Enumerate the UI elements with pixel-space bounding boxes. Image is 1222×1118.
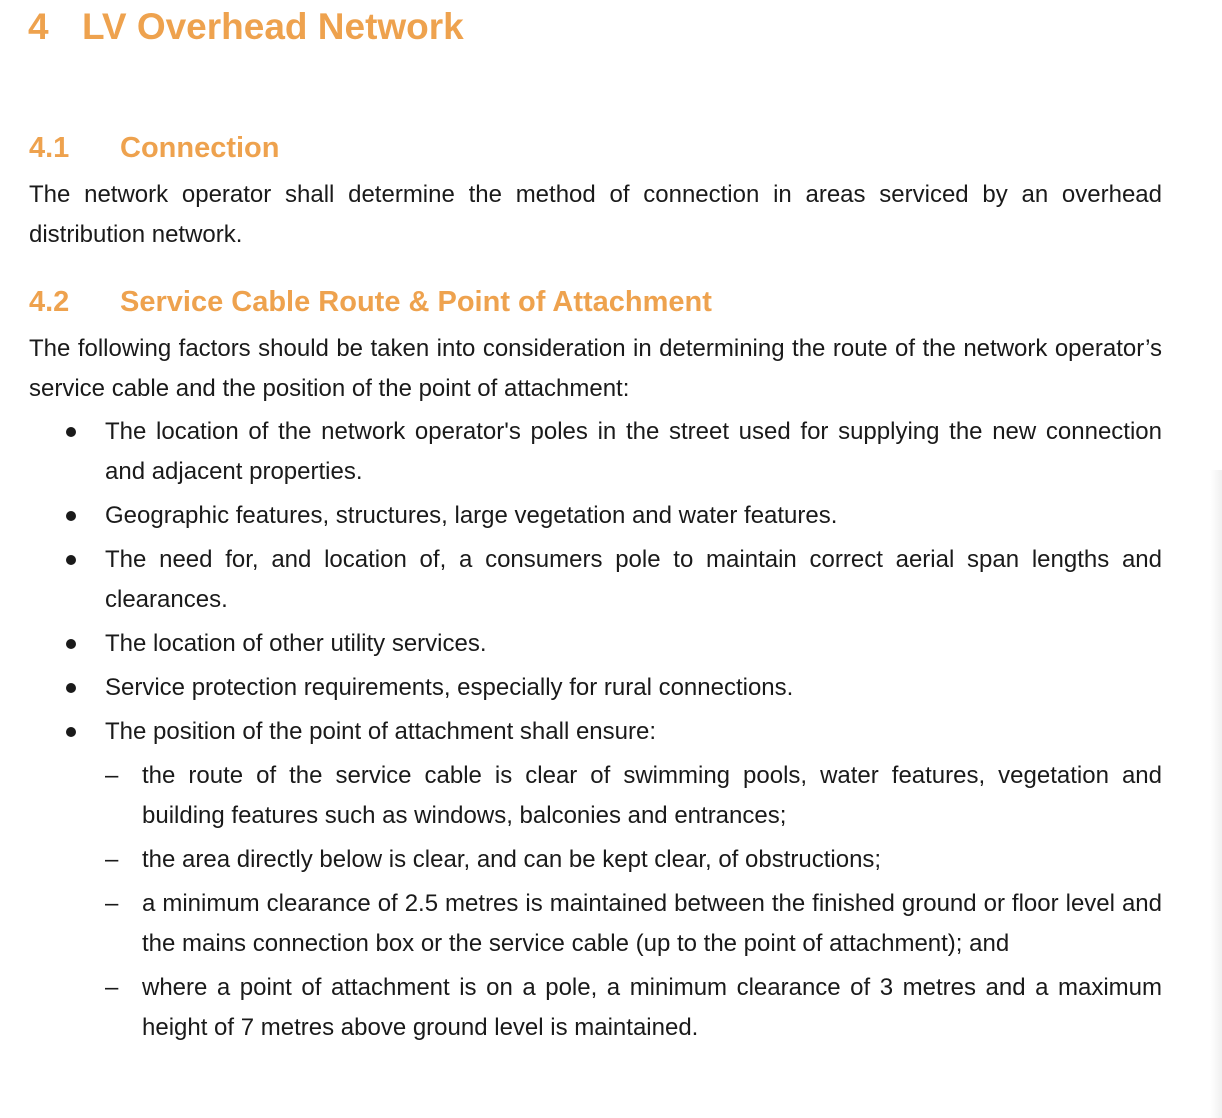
list-item-text: Geographic features, structures, large vegetation and water features. [105, 502, 838, 529]
subsection-number: 4.1 [29, 132, 70, 164]
sub-list-item-text: the route of the service cable is clear of swimming pools, water features, vegetation and building features such as windows, balconies and entrances; [142, 762, 1162, 829]
bullet-icon [66, 639, 76, 649]
list-item [0, 412, 1162, 492]
list-item-text: The location of the network operator's poles in the street used for supplying the new connection and adjacent properties. [105, 418, 1162, 485]
list-item [0, 668, 1162, 708]
sub-list-item [105, 884, 1162, 964]
sub-list-item [105, 968, 1162, 1048]
dash-marker: – [105, 762, 119, 789]
subsection-heading-service-cable [29, 284, 712, 320]
list-item-text: The position of the point of attachment shall ensure: [105, 718, 657, 745]
bullet-icon [66, 427, 76, 437]
bullet-icon [66, 555, 76, 565]
dash-marker: – [105, 974, 119, 1001]
attachment-requirements-list [105, 756, 1162, 1048]
sub-list-item-text: a minimum clearance of 2.5 metres is maintained between the finished ground or floor level and the mains connection box or the service cable (up to the point of attachment); and [142, 890, 1162, 957]
list-item [0, 624, 1162, 664]
list-item-text: The location of other utility services. [105, 630, 487, 657]
service-cable-intro: The following factors should be taken into consideration in determining the route of the network operator’s service cable and the position of the point of attachment: [29, 335, 1162, 402]
bullet-icon [66, 727, 76, 737]
subsection-title: Service Cable Route & Point of Attachment [120, 286, 712, 318]
subsection-number: 4.2 [29, 286, 70, 318]
subsection-title: Connection [120, 132, 280, 164]
section-number: 4 [28, 6, 49, 47]
sub-list-item-text: where a point of attachment is on a pole, a minimum clearance of 3 metres and a maximum height of 7 metres above ground level is maintained. [142, 974, 1162, 1041]
list-item-text: The need for, and location of, a consumers pole to maintain correct aerial span lengths and clearances. [105, 546, 1162, 613]
dash-marker: – [105, 890, 119, 917]
list-item-text: Service protection requirements, especially for rural connections. [105, 674, 794, 701]
factors-list [0, 412, 1222, 1052]
section-title: LV Overhead Network [82, 6, 464, 47]
bullet-icon [66, 683, 76, 693]
sub-list-item-text: the area directly below is clear, and can be kept clear, of obstructions; [142, 846, 882, 873]
subsection-heading-connection [29, 130, 280, 166]
bullet-icon [66, 511, 76, 521]
list-item [0, 496, 1162, 536]
list-item [0, 540, 1162, 620]
sub-list-item [105, 756, 1162, 836]
scroll-edge-shadow [1210, 470, 1222, 1118]
sub-list-item [105, 840, 1162, 880]
list-item [0, 712, 1162, 1048]
connection-paragraph: The network operator shall determine the method of connection in areas serviced by an overhead distribution network. [29, 181, 1162, 248]
section-heading [28, 4, 464, 50]
dash-marker: – [105, 846, 119, 873]
